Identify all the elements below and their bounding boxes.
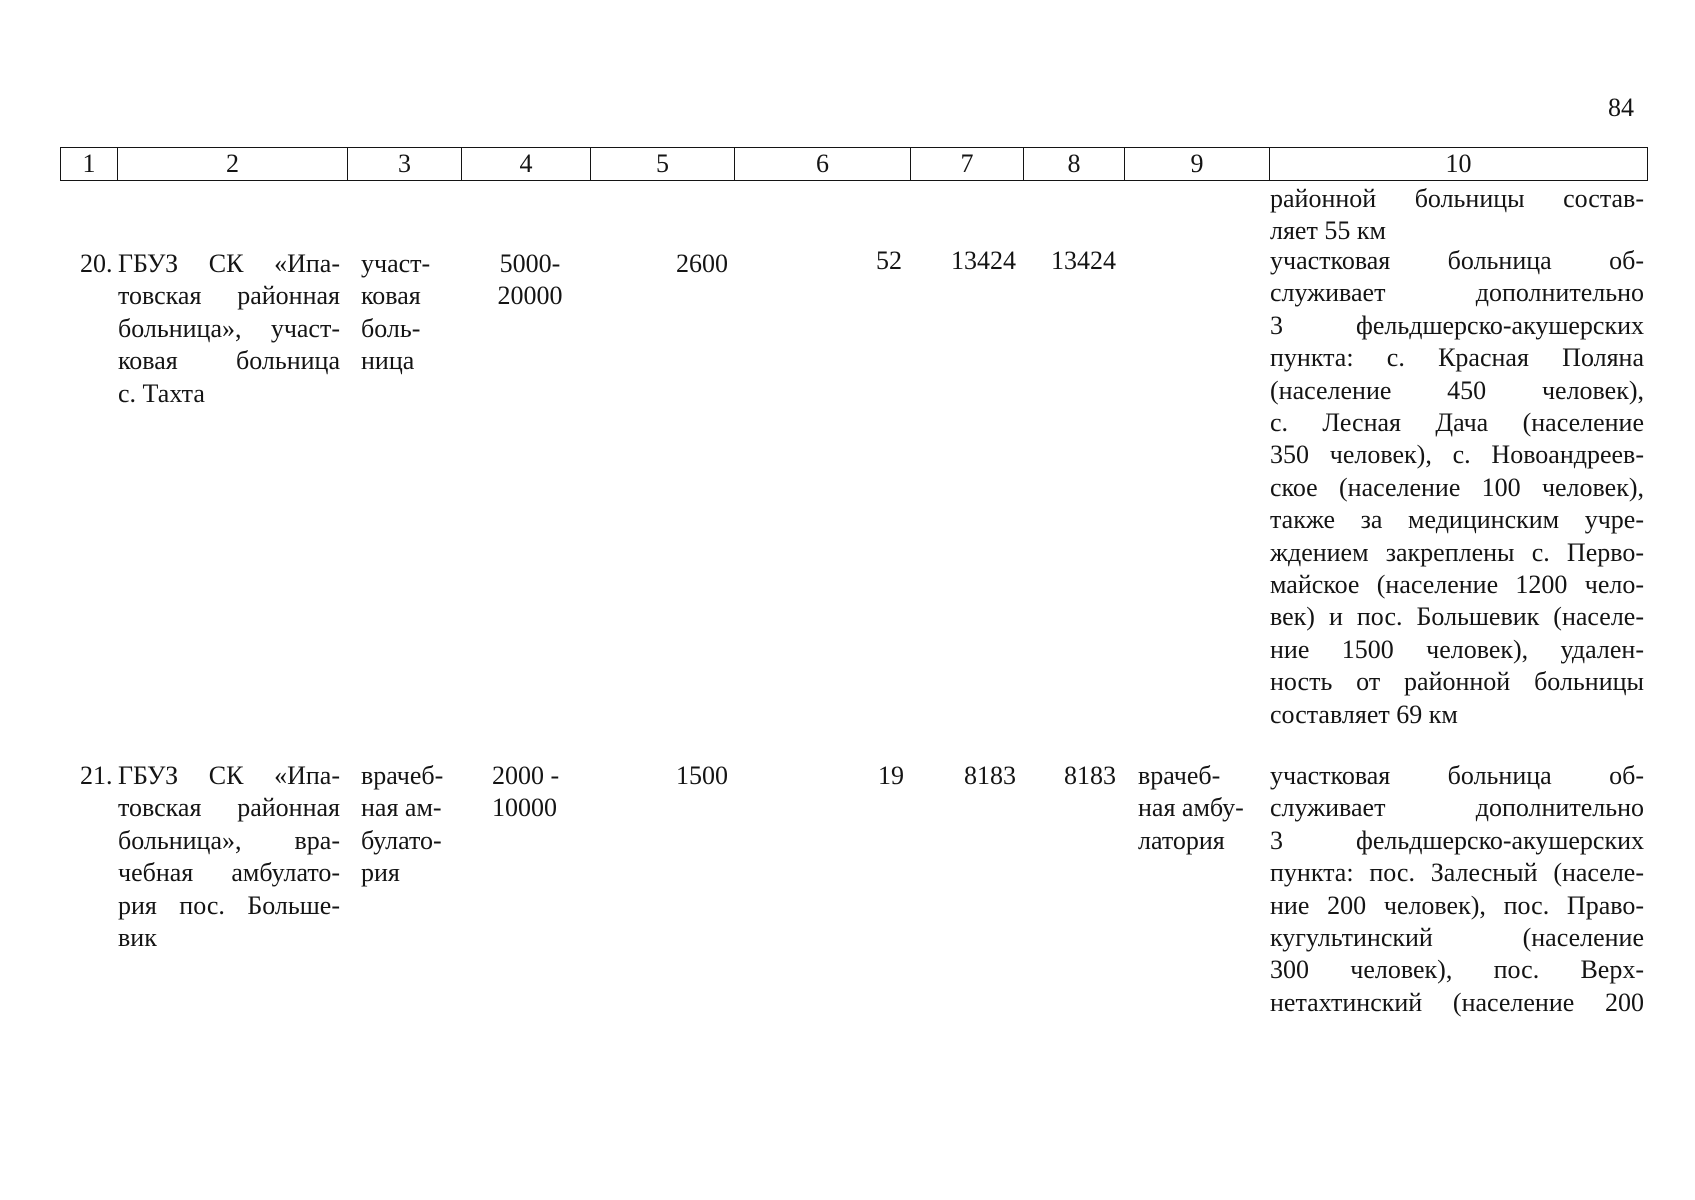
text-line: врачеб- xyxy=(1138,761,1221,790)
text-line: ковая xyxy=(361,281,421,311)
text-line: ние 1500 человек), удален- xyxy=(1270,634,1644,664)
facility-name xyxy=(118,248,340,410)
column-8-value: 8183 xyxy=(1064,761,1116,790)
text-line: участ- xyxy=(361,249,431,278)
text-line: пункта: с. Красная Поляна xyxy=(1270,343,1644,373)
page-number: 84 xyxy=(1608,93,1634,122)
text-line: участковая больница об- xyxy=(1270,761,1644,790)
text-line: ница xyxy=(361,346,415,376)
text-line: ляет 55 км xyxy=(1270,216,1386,246)
text-line: вик xyxy=(118,923,157,953)
text-line: пункта: пос. Залесный (населе- xyxy=(1270,858,1644,888)
column-5-value: 1500 xyxy=(676,761,728,790)
column-header-10: 10 xyxy=(1270,148,1648,181)
text-line: с. Тахта xyxy=(118,378,205,408)
text-line: 350 человек), с. Новоандреев- xyxy=(1270,440,1644,470)
column-6-value: 52 xyxy=(876,246,902,275)
column-header-1: 1 xyxy=(61,148,118,181)
text-line: ковая больница xyxy=(118,346,340,376)
note-text xyxy=(1270,245,1644,731)
column-header-6: 6 xyxy=(735,148,911,181)
text-line: рия xyxy=(361,858,400,888)
text-line: также за медицинским учре- xyxy=(1270,505,1644,535)
text-line: 5000- xyxy=(499,249,561,278)
row-number: 21. xyxy=(80,761,113,790)
column-header-7: 7 xyxy=(911,148,1024,181)
text-line: ГБУЗ СК «Ипа- xyxy=(118,249,340,278)
column-6-value: 19 xyxy=(878,761,904,790)
row-number: 20. xyxy=(80,249,113,278)
text-line: кугультинский (население xyxy=(1270,923,1644,953)
text-line: служивает дополнительно xyxy=(1270,278,1644,308)
text-line: районной больницы состав- xyxy=(1270,184,1644,213)
text-line: ние 200 человек), пос. Право- xyxy=(1270,890,1644,920)
text-line: ная амбу- xyxy=(1138,793,1244,823)
text-line: ная ам- xyxy=(361,793,442,823)
text-line: ждением закреплены с. Перво- xyxy=(1270,537,1644,567)
text-line: боль- xyxy=(361,313,421,343)
text-line: ность от районной больницы xyxy=(1270,667,1644,697)
facility-type xyxy=(361,248,471,378)
column-8-value: 13424 xyxy=(1051,246,1116,275)
column-header-4: 4 xyxy=(462,148,591,181)
text-line: 3 фельдшерско-акушерских xyxy=(1270,310,1644,340)
text-line: товская районная xyxy=(118,793,340,823)
text-line: (население 450 человек), xyxy=(1270,375,1644,405)
text-line: ское (население 100 человек), xyxy=(1270,472,1644,502)
facility-type xyxy=(361,760,471,890)
population-range xyxy=(478,248,582,313)
text-line: 20000 xyxy=(497,281,563,311)
facility-name xyxy=(118,760,340,954)
text-line: 300 человек), пос. Верх- xyxy=(1270,955,1644,985)
text-line: участковая больница об- xyxy=(1270,246,1644,275)
text-line: служивает дополнительно xyxy=(1270,793,1644,823)
column-5-value: 2600 xyxy=(676,249,728,278)
column-7-value: 8183 xyxy=(964,761,1016,790)
text-line: 2000 - xyxy=(492,761,560,790)
text-line: майское (население 1200 чело- xyxy=(1270,570,1644,600)
previous-row-continuation xyxy=(1270,183,1644,248)
text-line: больница», участ- xyxy=(118,313,340,343)
text-line: век) и пос. Большевик (населе- xyxy=(1270,602,1644,632)
text-line: больница», вра- xyxy=(118,825,340,855)
text-line: товская районная xyxy=(118,281,340,311)
note-text xyxy=(1270,760,1644,1019)
text-line: 3 фельдшерско-акушерских xyxy=(1270,825,1644,855)
text-line: нетахтинский (население 200 xyxy=(1270,987,1644,1017)
text-line: составляет 69 км xyxy=(1270,699,1458,729)
text-line: латория xyxy=(1138,825,1225,855)
column-header-8: 8 xyxy=(1024,148,1125,181)
text-line: врачеб- xyxy=(361,761,444,790)
column-header-3: 3 xyxy=(348,148,462,181)
text-line: ГБУЗ СК «Ипа- xyxy=(118,761,340,790)
text-line: с. Лесная Дача (население xyxy=(1270,408,1644,438)
text-line: 10000 xyxy=(492,793,557,823)
text-line: чебная амбулато- xyxy=(118,858,340,888)
text-line: рия пос. Больше- xyxy=(118,890,340,920)
column-header-5: 5 xyxy=(591,148,735,181)
population-range xyxy=(492,760,592,825)
column-header-9: 9 xyxy=(1125,148,1270,181)
text-line: булато- xyxy=(361,825,442,855)
column-9-value xyxy=(1138,760,1268,857)
column-header-2: 2 xyxy=(118,148,348,181)
column-header-row xyxy=(60,147,1648,181)
column-7-value: 13424 xyxy=(951,246,1016,275)
